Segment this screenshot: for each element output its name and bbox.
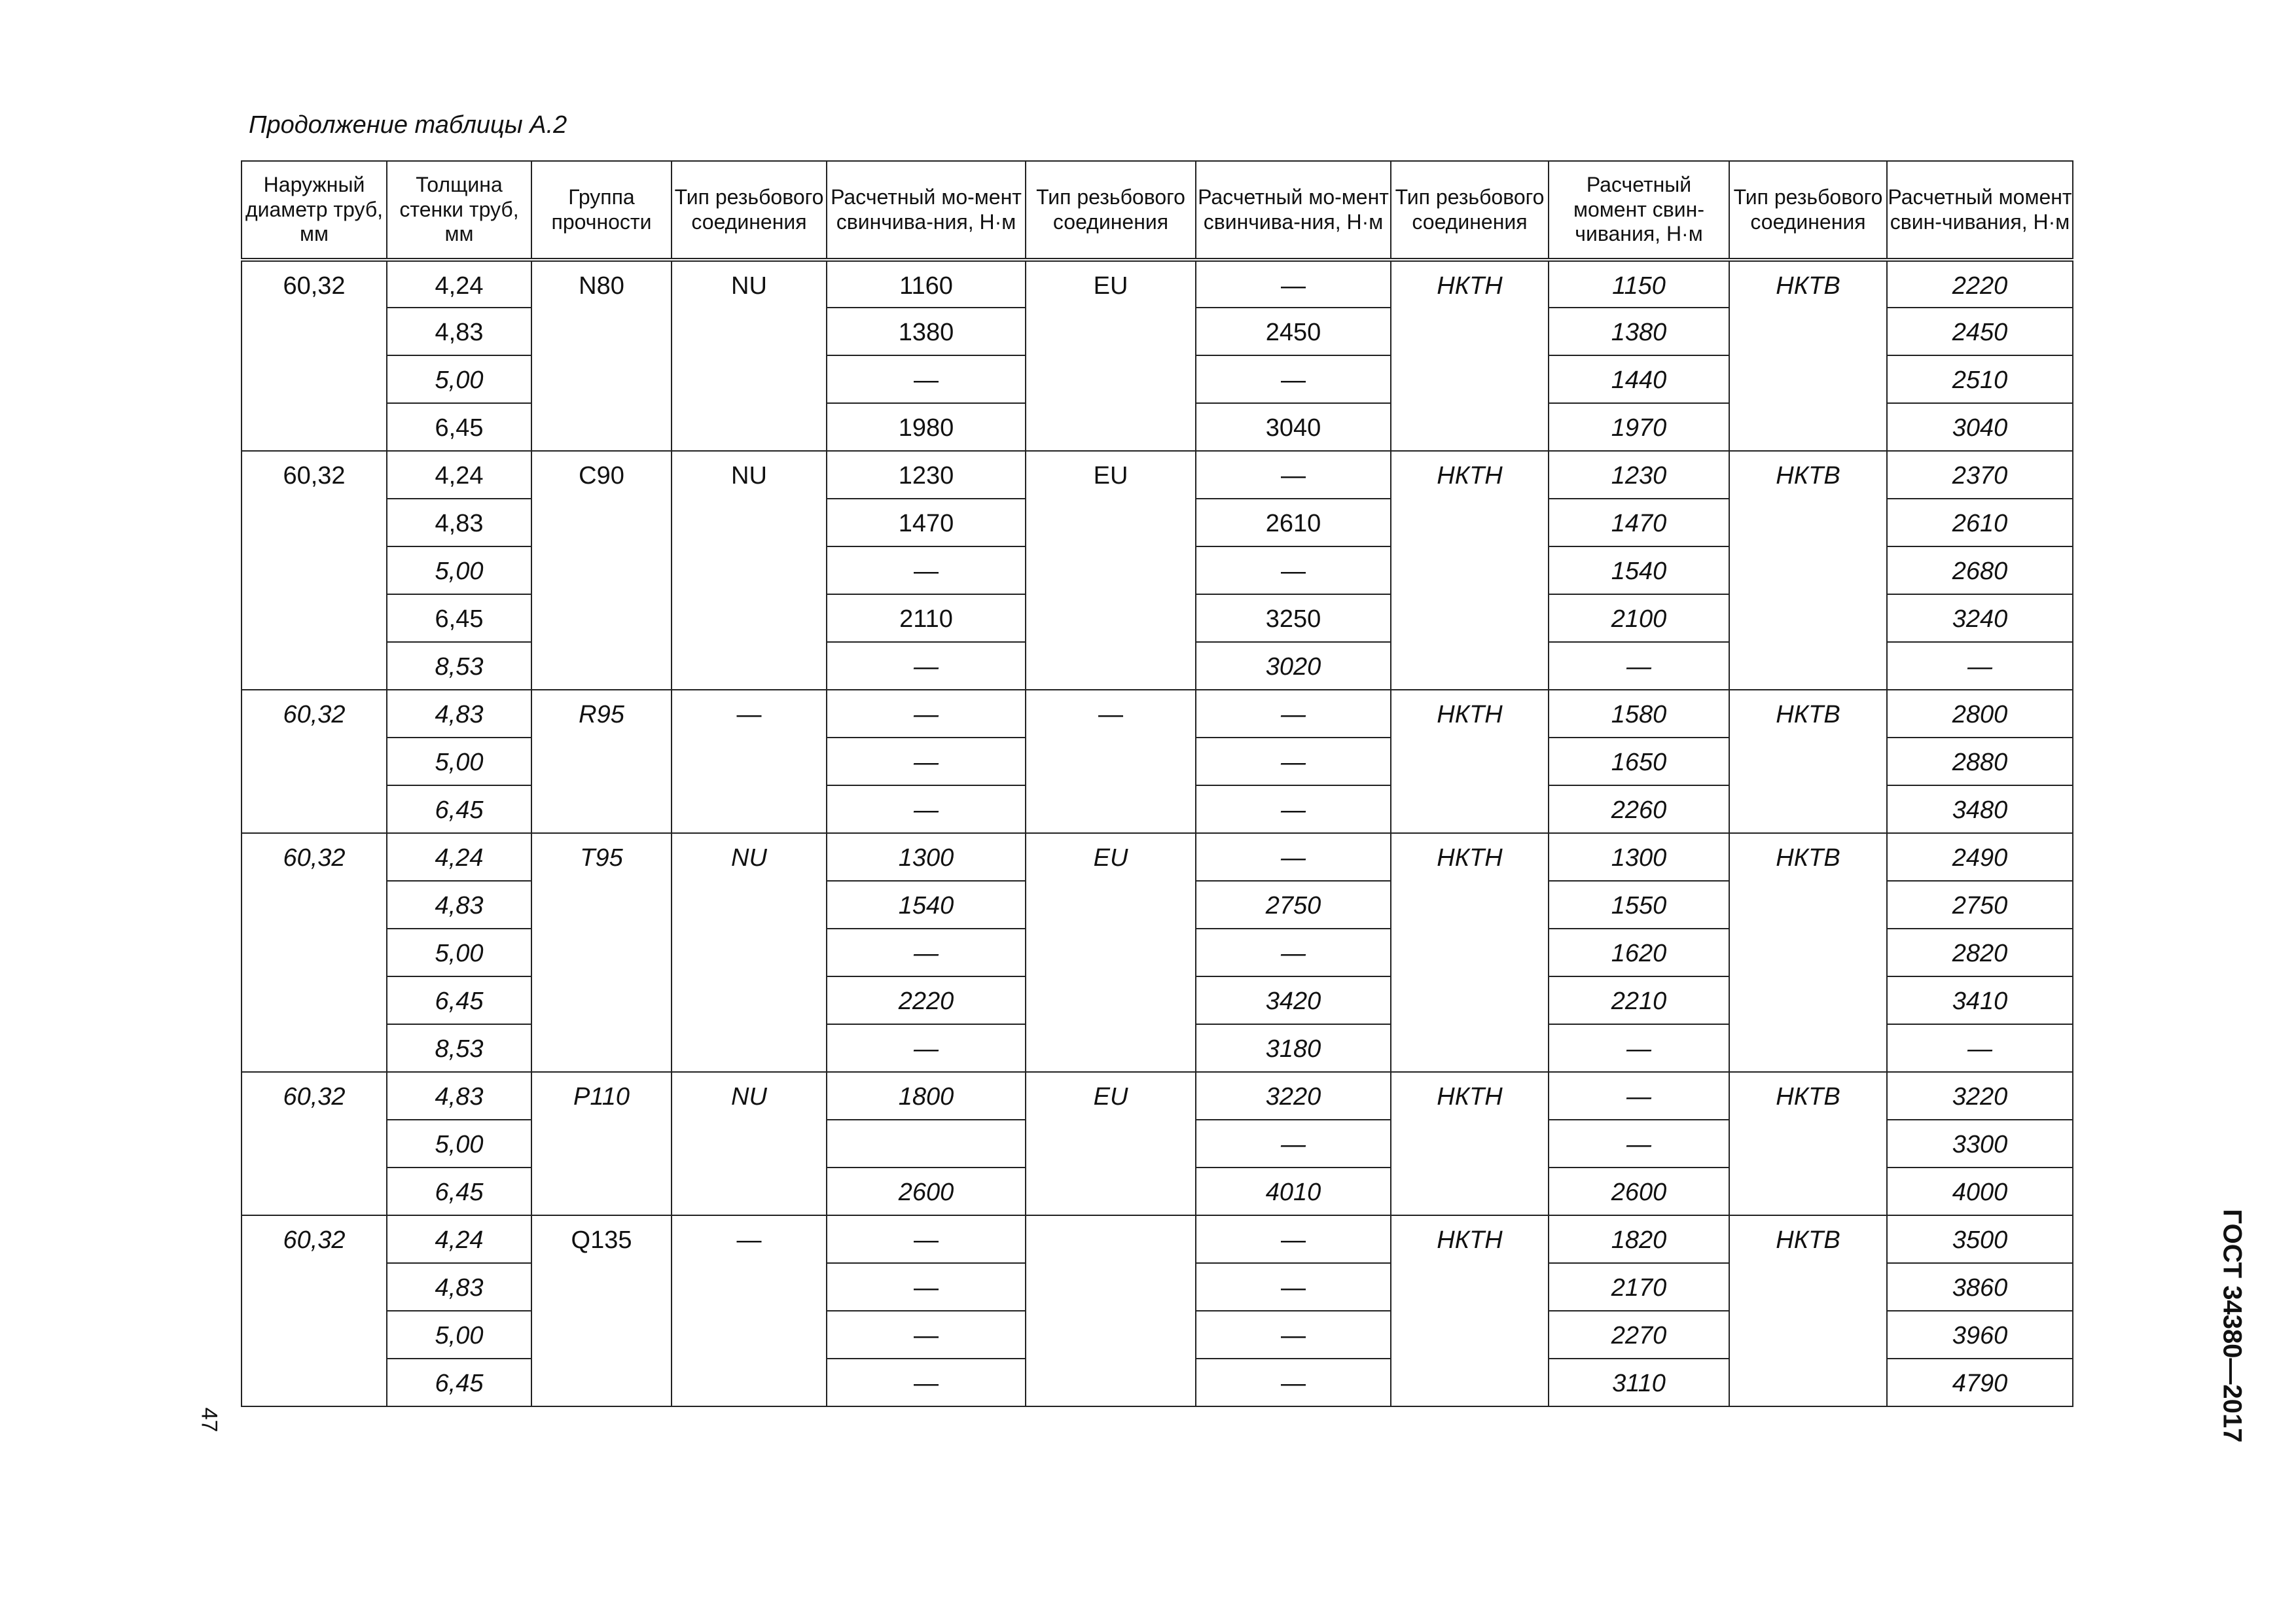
cell-torque-3: 1970	[1549, 403, 1729, 451]
cell-type-2: EU	[1026, 451, 1196, 690]
cell-torque-1: —	[827, 1311, 1026, 1359]
cell-type-1: NU	[672, 833, 827, 1072]
cell-torque-1: —	[827, 690, 1026, 738]
cell-torque-1: —	[827, 929, 1026, 976]
cell-torque-4: 2800	[1887, 690, 2073, 738]
cell-torque-2: —	[1196, 546, 1391, 594]
cell-wall: 5,00	[387, 929, 531, 976]
cell-torque-3: —	[1549, 1024, 1729, 1072]
cell-torque-3: 1550	[1549, 881, 1729, 929]
cell-torque-2: 3420	[1196, 976, 1391, 1024]
cell-type-4: НКТВ	[1729, 260, 1887, 451]
cell-torque-4: 2490	[1887, 833, 2073, 881]
cell-torque-4: 2820	[1887, 929, 2073, 976]
cell-grade: P110	[531, 1072, 672, 1215]
cell-type-2: EU	[1026, 1072, 1196, 1215]
cell-torque-3: 2270	[1549, 1311, 1729, 1359]
cell-type-3: НКТН	[1391, 1215, 1549, 1406]
cell-torque-3: 1380	[1549, 308, 1729, 355]
cell-type-2: EU	[1026, 260, 1196, 451]
cell-wall: 5,00	[387, 1311, 531, 1359]
cell-torque-1: 1540	[827, 881, 1026, 929]
cell-type-3: НКТН	[1391, 260, 1549, 451]
cell-wall: 5,00	[387, 355, 531, 403]
cell-wall: 6,45	[387, 1168, 531, 1215]
cell-torque-4: —	[1887, 1024, 2073, 1072]
header-grade: Группа прочности	[531, 161, 672, 260]
cell-torque-4: 3500	[1887, 1215, 2073, 1263]
cell-wall: 4,83	[387, 1072, 531, 1120]
cell-torque-4: 3300	[1887, 1120, 2073, 1168]
cell-torque-2: 3220	[1196, 1072, 1391, 1120]
cell-torque-3: 1230	[1549, 451, 1729, 499]
cell-torque-1: —	[827, 738, 1026, 785]
table-row	[242, 1072, 2073, 1120]
cell-torque-1: —	[827, 1263, 1026, 1311]
cell-torque-1: 1300	[827, 833, 1026, 881]
cell-type-1: NU	[672, 451, 827, 690]
table-row	[242, 690, 2073, 738]
cell-diameter: 60,32	[242, 1215, 387, 1406]
cell-type-4: НКТВ	[1729, 690, 1887, 833]
cell-wall: 4,24	[387, 260, 531, 308]
cell-type-3: НКТН	[1391, 690, 1549, 833]
table-row	[242, 1215, 2073, 1263]
table-caption: Продолжение таблицы А.2	[249, 111, 567, 139]
cell-diameter: 60,32	[242, 451, 387, 690]
cell-torque-3: 1300	[1549, 833, 1729, 881]
cell-torque-3: 1470	[1549, 499, 1729, 546]
cell-wall: 6,45	[387, 785, 531, 833]
cell-torque-4: 3960	[1887, 1311, 2073, 1359]
cell-torque-1: —	[827, 355, 1026, 403]
cell-torque-2: —	[1196, 929, 1391, 976]
cell-type-1: —	[672, 1215, 827, 1406]
cell-torque-1: —	[827, 1359, 1026, 1406]
cell-wall: 4,83	[387, 881, 531, 929]
cell-type-4: НКТВ	[1729, 1215, 1887, 1406]
cell-torque-2: 2750	[1196, 881, 1391, 929]
cell-torque-4: 3220	[1887, 1072, 2073, 1120]
cell-wall: 5,00	[387, 546, 531, 594]
cell-wall: 4,83	[387, 1263, 531, 1311]
cell-torque-3: —	[1549, 642, 1729, 690]
cell-torque-1: 2110	[827, 594, 1026, 642]
cell-torque-2: —	[1196, 1120, 1391, 1168]
cell-wall: 4,83	[387, 690, 531, 738]
cell-wall: 4,24	[387, 833, 531, 881]
cell-torque-4: 2610	[1887, 499, 2073, 546]
cell-torque-2: 3040	[1196, 403, 1391, 451]
cell-torque-1: —	[827, 1215, 1026, 1263]
table-body	[242, 260, 2073, 1406]
cell-torque-4: 4790	[1887, 1359, 2073, 1406]
cell-diameter: 60,32	[242, 690, 387, 833]
cell-type-3: НКТН	[1391, 833, 1549, 1072]
cell-torque-1: —	[827, 642, 1026, 690]
cell-type-4: НКТВ	[1729, 833, 1887, 1072]
cell-torque-3: 1150	[1549, 260, 1729, 308]
cell-torque-4: 2510	[1887, 355, 2073, 403]
cell-torque-3: 1650	[1549, 738, 1729, 785]
cell-torque-4: —	[1887, 642, 2073, 690]
header-wall: Толщина стенки труб, мм	[387, 161, 531, 260]
cell-torque-1	[827, 1120, 1026, 1168]
cell-torque-1: 2220	[827, 976, 1026, 1024]
cell-torque-3: 1440	[1549, 355, 1729, 403]
cell-type-1: NU	[672, 260, 827, 451]
header-torque-2: Расчетный мо-мент свинчива-ния, Н·м	[1196, 161, 1391, 260]
cell-torque-3: 1620	[1549, 929, 1729, 976]
cell-torque-3: —	[1549, 1120, 1729, 1168]
cell-torque-3: 2100	[1549, 594, 1729, 642]
cell-torque-1: 1380	[827, 308, 1026, 355]
table-row	[242, 451, 2073, 499]
cell-wall: 5,00	[387, 738, 531, 785]
cell-wall: 6,45	[387, 976, 531, 1024]
cell-type-3: НКТН	[1391, 1072, 1549, 1215]
cell-torque-2: 4010	[1196, 1168, 1391, 1215]
cell-type-4: НКТВ	[1729, 1072, 1887, 1215]
cell-torque-2: —	[1196, 355, 1391, 403]
cell-torque-3: 3110	[1549, 1359, 1729, 1406]
cell-type-1: NU	[672, 1072, 827, 1215]
cell-diameter: 60,32	[242, 833, 387, 1072]
cell-torque-2: —	[1196, 260, 1391, 308]
cell-torque-4: 2370	[1887, 451, 2073, 499]
table-row	[242, 833, 2073, 881]
cell-grade: C90	[531, 451, 672, 690]
cell-torque-3: 1820	[1549, 1215, 1729, 1263]
header-type-2: Тип резьбового соединения	[1026, 161, 1196, 260]
cell-torque-1: 1160	[827, 260, 1026, 308]
cell-grade: Q135	[531, 1215, 672, 1406]
cell-type-1: —	[672, 690, 827, 833]
cell-torque-2: 3250	[1196, 594, 1391, 642]
cell-wall: 6,45	[387, 1359, 531, 1406]
cell-diameter: 60,32	[242, 1072, 387, 1215]
torque-table	[241, 160, 2073, 1407]
cell-torque-3: 1540	[1549, 546, 1729, 594]
cell-torque-1: —	[827, 785, 1026, 833]
cell-torque-1: 1800	[827, 1072, 1026, 1120]
cell-grade: R95	[531, 690, 672, 833]
page-number: 47	[196, 1407, 222, 1433]
cell-torque-4: 2220	[1887, 260, 2073, 308]
cell-type-2: —	[1026, 690, 1196, 833]
cell-torque-4: 2880	[1887, 738, 2073, 785]
cell-torque-1: —	[827, 546, 1026, 594]
cell-torque-4: 2750	[1887, 881, 2073, 929]
cell-torque-2: —	[1196, 690, 1391, 738]
cell-torque-2: 3020	[1196, 642, 1391, 690]
cell-torque-3: —	[1549, 1072, 1729, 1120]
cell-wall: 8,53	[387, 1024, 531, 1072]
cell-torque-2: —	[1196, 1263, 1391, 1311]
cell-torque-2: 2610	[1196, 499, 1391, 546]
cell-torque-1: 1470	[827, 499, 1026, 546]
cell-grade: T95	[531, 833, 672, 1072]
header-torque-4: Расчетный момент свин-чивания, Н·м	[1887, 161, 2073, 260]
cell-wall: 5,00	[387, 1120, 531, 1168]
cell-torque-4: 3480	[1887, 785, 2073, 833]
cell-grade: N80	[531, 260, 672, 451]
cell-type-2	[1026, 1215, 1196, 1406]
header-type-3: Тип резьбового соединения	[1391, 161, 1549, 260]
cell-wall: 4,83	[387, 308, 531, 355]
header-type-4: Тип резьбового соединения	[1729, 161, 1887, 260]
cell-torque-2: —	[1196, 738, 1391, 785]
cell-torque-2: —	[1196, 785, 1391, 833]
cell-torque-4: 2680	[1887, 546, 2073, 594]
cell-type-3: НКТН	[1391, 451, 1549, 690]
cell-torque-2: 3180	[1196, 1024, 1391, 1072]
cell-wall: 6,45	[387, 594, 531, 642]
cell-diameter: 60,32	[242, 260, 387, 451]
cell-torque-2: 2450	[1196, 308, 1391, 355]
header-torque-3: Расчетный момент свин-чивания, Н·м	[1549, 161, 1729, 260]
cell-torque-4: 2450	[1887, 308, 2073, 355]
cell-torque-4: 3040	[1887, 403, 2073, 451]
cell-torque-4: 4000	[1887, 1168, 2073, 1215]
cell-torque-4: 3410	[1887, 976, 2073, 1024]
header-diameter: Наружный диаметр труб, мм	[242, 161, 387, 260]
cell-torque-1: —	[827, 1024, 1026, 1072]
cell-torque-2: —	[1196, 451, 1391, 499]
cell-wall: 4,24	[387, 1215, 531, 1263]
cell-torque-2: —	[1196, 1359, 1391, 1406]
table-row	[242, 260, 2073, 308]
cell-type-4: НКТВ	[1729, 451, 1887, 690]
cell-torque-3: 2260	[1549, 785, 1729, 833]
cell-torque-3: 2170	[1549, 1263, 1729, 1311]
header-row	[242, 161, 2073, 260]
cell-wall: 6,45	[387, 403, 531, 451]
cell-torque-2: —	[1196, 833, 1391, 881]
cell-torque-4: 3240	[1887, 594, 2073, 642]
cell-wall: 8,53	[387, 642, 531, 690]
header-torque-1: Расчетный мо-мент свинчива-ния, Н·м	[827, 161, 1026, 260]
document-code: ГОСТ 34380—2017	[2217, 1209, 2247, 1443]
cell-torque-2: —	[1196, 1311, 1391, 1359]
header-type-1: Тип резьбового соединения	[672, 161, 827, 260]
cell-type-2: EU	[1026, 833, 1196, 1072]
cell-torque-1: 2600	[827, 1168, 1026, 1215]
cell-wall: 4,83	[387, 499, 531, 546]
cell-wall: 4,24	[387, 451, 531, 499]
cell-torque-1: 1230	[827, 451, 1026, 499]
cell-torque-3: 2600	[1549, 1168, 1729, 1215]
cell-torque-2: —	[1196, 1215, 1391, 1263]
cell-torque-3: 1580	[1549, 690, 1729, 738]
cell-torque-3: 2210	[1549, 976, 1729, 1024]
cell-torque-4: 3860	[1887, 1263, 2073, 1311]
cell-torque-1: 1980	[827, 403, 1026, 451]
